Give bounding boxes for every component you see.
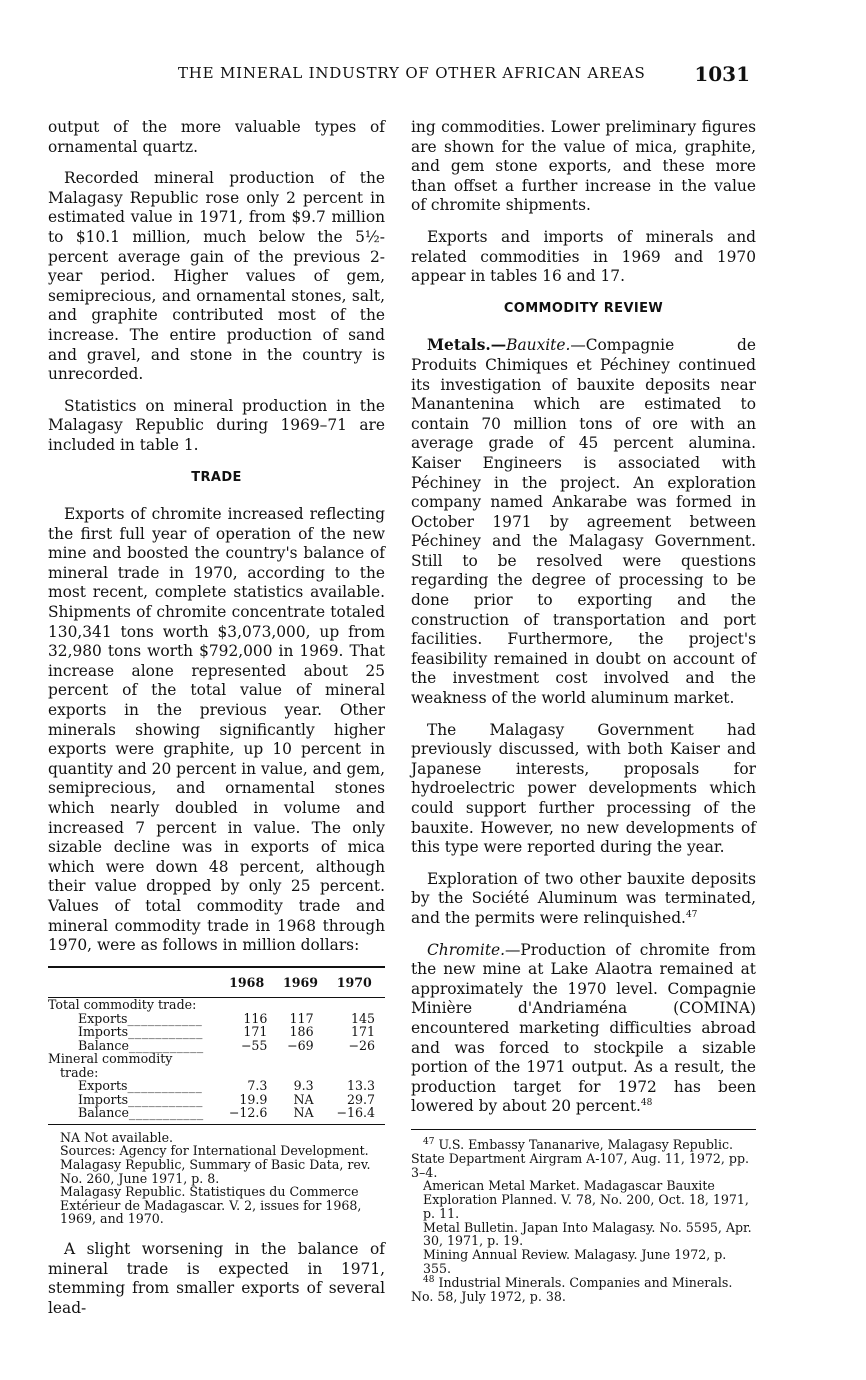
leader-dots: ___________: [128, 1091, 203, 1107]
table-cell: NA: [293, 1105, 314, 1121]
table-cell: 145: [350, 1010, 375, 1026]
table-row: [48, 1079, 385, 1093]
table-cell: 171: [350, 1024, 375, 1040]
table-cell: 116: [243, 1010, 268, 1026]
footnote: [411, 1138, 756, 1179]
table-cell: 13.3: [346, 1078, 375, 1094]
footnote-text: U.S. Embassy Tananarive, Malagasy Republic. State Department Airgram A-107, Aug. 11, 1972, pp. 3–4.: [411, 1136, 750, 1180]
table-row: [48, 1012, 385, 1026]
footnote: Mining Annual Review. Malagasy. June 1972, p. 355.: [423, 1247, 727, 1277]
paragraph: [411, 941, 756, 1117]
leader-dots: ___________: [127, 1078, 203, 1094]
section-heading-trade: TRADE: [191, 469, 242, 485]
paragraph-text: —Compagnie de Produits Chimiques et Péchiney continued its investigation of bauxite deposits near Manantenina which are estimated to contain 70 million tons of ore with an average grade of 45 percent alumina. Kaiser Engineers is associated with Péchiney in the project. An exploration company named Ankarabe was formed in October 1971 by agreement between Péchiney and the Malagasy Government. Still to be resolved were questions regarding the degree of processing to be done prior to exporting and the construction of transportation and port facilities. Furthermore, the project's feasibility remained in doubt on account of the investment cost involved and the weakness of the world aluminum market.: [411, 336, 756, 708]
table-cell: 29.7: [346, 1091, 375, 1107]
table-group-label: trade:: [60, 1064, 99, 1080]
column-header: 1969: [282, 974, 319, 990]
table-row: [48, 1106, 385, 1120]
table-cell: 9.3: [293, 1078, 314, 1094]
paragraph: [411, 870, 756, 929]
paragraph: Exports of chromite increased reflecting the first full year of operation of the new mine and boosted the country's balance of mineral trade in 1970, according to the most recent, complete statistics available. Shipments of chromite concentrate totaled 130,341 tons worth $3,073,000, up from 32,980 tons worth $792,000 in 1969. That increase alone represented about 25 percent of the total value of mineral exports in the previous year. Other minerals showing significantly higher exports were graphite, up 10 percent in quantity and 20 percent in value, and gem, semiprecious, and ornamental stones which nearly doubled in volume and increased 7 percent in value. The only sizable decline was in exports of mica which were down 48 percent, although their value dropped by only 25 percent. Values of total commodity trade and mineral commodity trade in 1968 through 1970, were as follows in million dollars:: [48, 505, 385, 955]
paragraph: [411, 336, 756, 708]
row-label: Exports: [78, 1078, 128, 1094]
row-label: Balance: [78, 1105, 129, 1121]
paragraph: ing commodities. Lower preliminary figures are shown for the value of mica, graphite, and gem stone exports, and these more than offset a further increase in the value of chromite shipments.: [411, 118, 756, 215]
leader-dots: ___________: [128, 1105, 204, 1121]
table-cell: −26: [348, 1037, 375, 1053]
paragraph: Recorded mineral production of the Malagasy Republic rose only 2 percent in estimated value in 1971, from $9.7 million to $10.1 million, much below the 5½-percent average gain of the previous 2-year period. Higher values of gem, semiprecious, and ornamental stones, salt, and graphite contributed most of the increase. The entire production of sand and gravel, and stone in the country is unrecorded.: [48, 169, 385, 384]
row-label: Balance: [78, 1037, 129, 1053]
table-cell: 117: [289, 1010, 314, 1026]
table-row: [48, 1025, 385, 1039]
footnote-number: 48: [423, 1274, 435, 1285]
table-notes: [48, 1131, 385, 1226]
run-in-subheading: Bauxite.: [506, 336, 571, 355]
run-in-heading: Metals.—: [427, 336, 507, 355]
table-note: NA Not available.: [60, 1129, 174, 1145]
footnote-ref: 47: [685, 909, 698, 920]
footnote-text: Industrial Minerals. Companies and Minerals. No. 58, July 1972, p. 38.: [411, 1274, 733, 1304]
table-row: [48, 1039, 385, 1053]
right-column: [411, 118, 756, 1303]
table-group-label: Mineral commodity: [48, 1051, 173, 1067]
table-cell: −69: [287, 1037, 314, 1053]
column-header: 1968: [229, 974, 265, 990]
footnote: American Metal Market. Madagascar Bauxite Exploration Planned. V. 78, No. 200, Oct. 18, 1971, p. 11.: [423, 1178, 749, 1221]
running-header: THE MINERAL INDUSTRY OF OTHER AFRICAN AREAS: [178, 64, 646, 82]
table-cell: 7.3: [247, 1078, 268, 1094]
row-label: Imports: [78, 1024, 129, 1040]
table-note: Sources: Agency for International Development. Malagasy Republic, Summary of Basic Data, rev. No. 260, June 1971, p. 8.: [60, 1143, 371, 1186]
page-number: 1031: [694, 62, 750, 86]
table-group-label: Total commodity trade:: [48, 997, 197, 1013]
paragraph: Exports and imports of minerals and related commodities in 1969 and 1970 appear in tables 16 and 17.: [411, 227, 756, 286]
leader-dots: ___________: [128, 1024, 203, 1040]
table-cell: −55: [240, 1037, 268, 1053]
table-cell: 186: [289, 1024, 314, 1040]
leader-dots: ___________: [127, 1010, 203, 1026]
paragraph-text: Exploration of two other bauxite deposits by the Société Aluminum was terminated, and the permits were relinquished.: [411, 869, 756, 927]
row-label: Exports: [78, 1010, 128, 1026]
table-cell: 171: [243, 1024, 268, 1040]
section-heading-commodity-review: COMMODITY REVIEW: [503, 300, 664, 316]
trade-table: [48, 966, 385, 1120]
table-cell: −12.6: [228, 1105, 268, 1121]
paragraph-text: —Production of chromite from the new mine at Lake Alaotra remained at approximately the 1970 level. Compagnie Minière d'Andriaména (COMINA) encountered marketing difficulties abroad and was forced to stockpile a sizable portion of the 1971 output. As a result, the production target for 1972 has been lowered by about 20 percent.: [411, 940, 756, 1116]
footnote: [411, 1276, 756, 1304]
table-note: Malagasy Republic. Statistiques du Commerce Extérieur de Madagascar. V. 2, issues for 1968, 1969, and 1970.: [60, 1184, 362, 1227]
row-label: Imports: [78, 1091, 129, 1107]
left-column: [48, 118, 385, 1330]
paragraph: The Malagasy Government had previously discussed, with both Kaiser and Japanese interests, proposals for hydroelectric power developments which could support further processing of the bauxite. However, no new developments of this type were reported during the year.: [411, 720, 756, 857]
table-cell: NA: [293, 1091, 314, 1107]
footnote-rule: [411, 1129, 756, 1130]
paragraph: Statistics on mineral production in the Malagasy Republic during 1969–71 are included in table 1.: [48, 396, 385, 454]
footnotes: [411, 1138, 756, 1304]
footnote-ref: 48: [640, 1098, 653, 1109]
table-row: [48, 1093, 385, 1107]
table-cell: 19.9: [239, 1091, 268, 1107]
footnote-number: 47: [423, 1136, 435, 1147]
paragraph: output of the more valuable types of ornamental quartz.: [48, 118, 385, 156]
run-in-subheading: Chromite.: [427, 940, 506, 959]
table-cell: −16.4: [336, 1105, 375, 1121]
leader-dots: ___________: [128, 1037, 204, 1053]
paragraph: A slight worsening in the balance of mineral trade is expected in 1971, stemming from smaller exports of several lead-: [48, 1239, 385, 1317]
table-header-row: [48, 976, 385, 998]
footnote: Metal Bulletin. Japan Into Malagasy. No. 5595, Apr. 30, 1971, p. 19.: [423, 1219, 752, 1249]
column-header: 1970: [336, 974, 372, 990]
